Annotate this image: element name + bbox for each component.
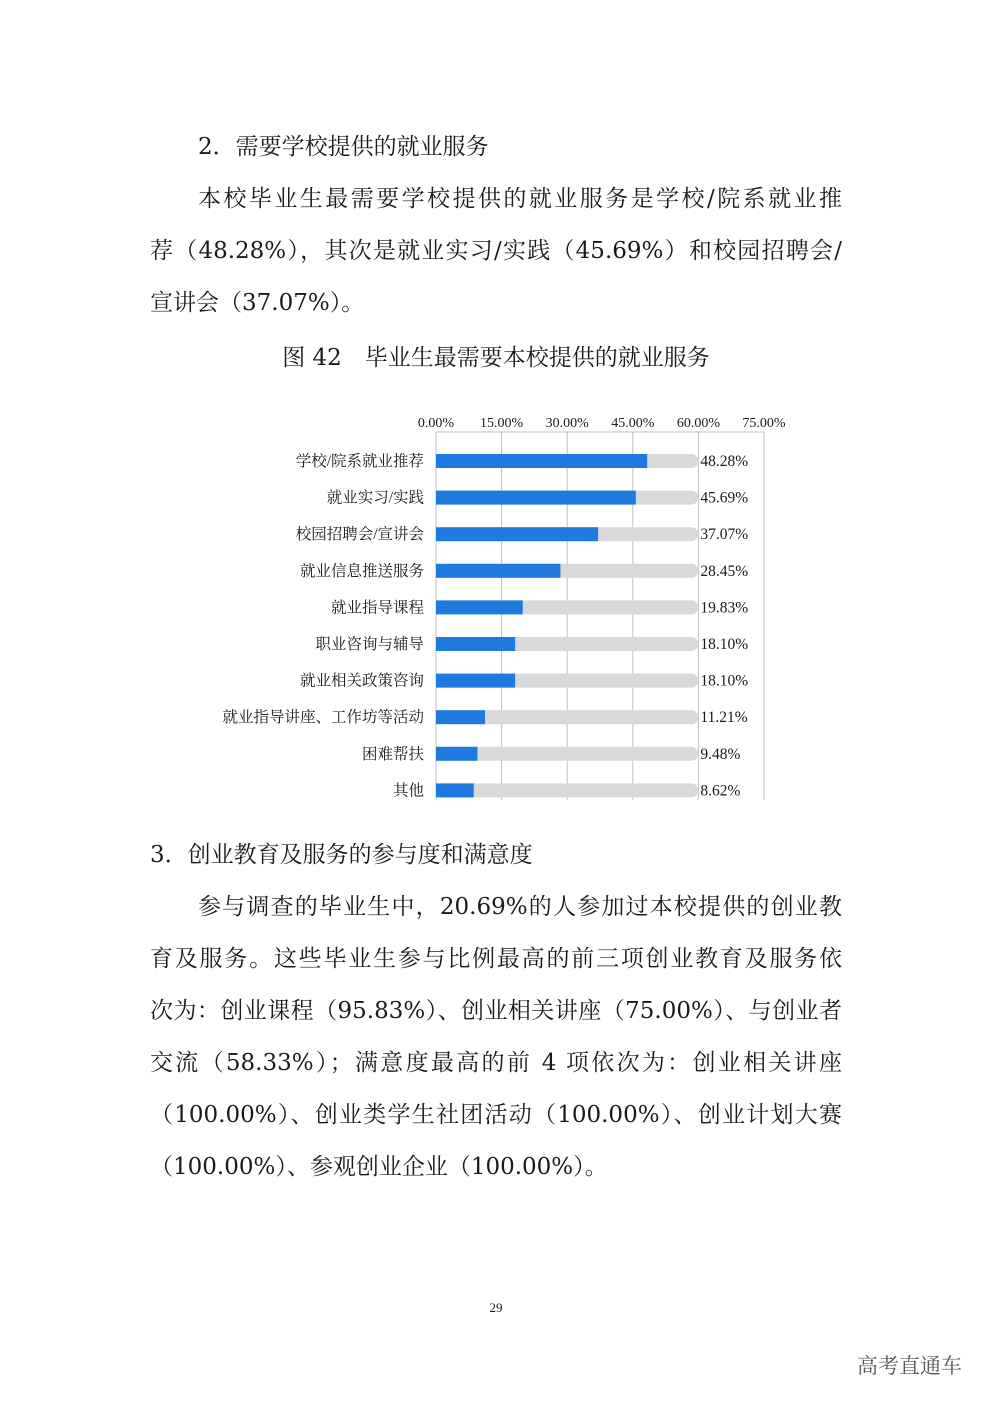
section-3-line-4: 交流（58.33%）；满意度最高的前 4 项依次为：创业相关讲座 — [150, 1050, 842, 1076]
bar-track — [436, 783, 698, 797]
figure-caption: 图 42 毕业生最需要本校提供的就业服务 — [282, 345, 710, 371]
category-label: 就业实习/实践 — [326, 489, 424, 507]
section-3-line-2: 育及服务。这些毕业生参与比例最高的前三项创业教育及服务依 — [150, 946, 842, 972]
x-tick-label: 60.00% — [676, 416, 720, 431]
bar — [436, 637, 515, 651]
category-label: 校园招聘会/宣讲会 — [295, 526, 424, 544]
value-label: 19.83% — [700, 599, 749, 617]
category-label: 困难帮扶 — [361, 745, 424, 763]
x-tick-label: 0.00% — [417, 416, 455, 431]
value-label: 37.07% — [700, 526, 749, 544]
category-label: 就业指导讲座、工作坊等活动 — [222, 709, 424, 727]
value-label: 8.62% — [700, 782, 741, 800]
bar — [436, 783, 474, 797]
bar-chart — [0, 400, 992, 820]
section-3-line-1: 参与调查的毕业生中，20.69%的人参加过本校提供的创业教 — [198, 894, 842, 920]
category-label: 就业指导课程 — [330, 599, 424, 617]
value-label: 45.69% — [700, 489, 749, 507]
x-tick-label: 30.00% — [545, 416, 589, 431]
section-2-heading: 2．需要学校提供的就业服务 — [198, 134, 489, 160]
section-3-line-5: （100.00%）、创业类学生社团活动（100.00%）、创业计划大赛 — [150, 1102, 842, 1128]
category-label: 职业咨询与辅导 — [315, 636, 424, 653]
bar — [436, 564, 560, 578]
bar — [436, 454, 647, 468]
x-tick-label: 15.00% — [480, 416, 524, 431]
bar — [436, 747, 477, 761]
bar — [436, 600, 523, 614]
category-label: 就业信息推送服务 — [299, 562, 424, 580]
x-tick-label: 75.00% — [742, 416, 786, 431]
section-2-line-3: 宣讲会（37.07%）。 — [150, 290, 365, 316]
value-label: 18.10% — [700, 636, 749, 653]
value-label: 9.48% — [700, 745, 741, 763]
category-label: 其他 — [392, 782, 424, 800]
section-3-heading: 3．创业教育及服务的参与度和满意度 — [150, 842, 533, 868]
section-2-line-2: 荐（48.28%），其次是就业实习/实践（45.69%）和校园招聘会/ — [150, 238, 842, 264]
x-tick-label: 45.00% — [611, 416, 655, 431]
value-label: 48.28% — [700, 453, 749, 470]
bar — [436, 674, 515, 688]
bar — [436, 491, 636, 505]
watermark: 高考直通车 — [857, 1354, 962, 1378]
bar — [436, 710, 485, 724]
value-label: 11.21% — [700, 709, 748, 727]
value-label: 18.10% — [700, 672, 749, 690]
category-label: 就业相关政策咨询 — [299, 672, 424, 690]
section-2-line-1: 本校毕业生最需要学校提供的就业服务是学校/院系就业推 — [198, 186, 842, 212]
page-number: 29 — [489, 1300, 503, 1315]
value-label: 28.45% — [700, 562, 749, 580]
bar — [436, 527, 598, 541]
section-3-line-6: （100.00%）、参观创业企业（100.00%）。 — [150, 1154, 608, 1180]
section-3-line-3: 次为：创业课程（95.83%）、创业相关讲座（75.00%）、与创业者 — [150, 998, 842, 1024]
category-label: 学校/院系就业推荐 — [295, 453, 424, 470]
